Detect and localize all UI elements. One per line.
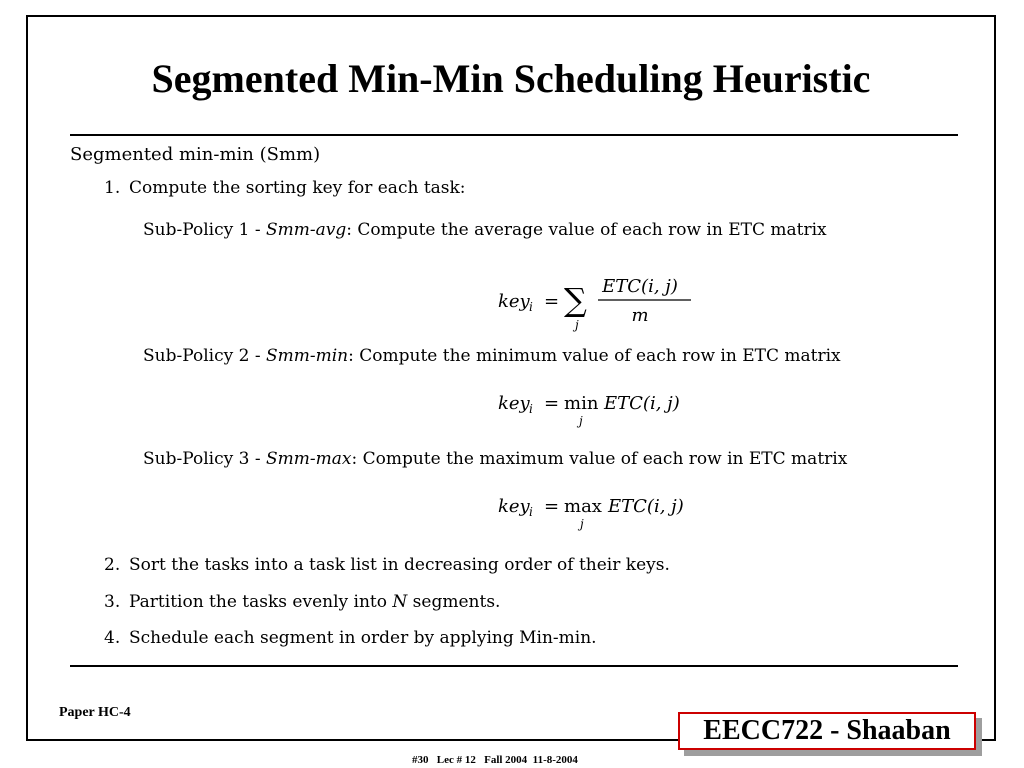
formula-avg [498,265,718,332]
formula-min-lhs: key [498,393,530,414]
step-3-number: 3. [104,592,121,612]
sub-policy-2 [143,345,841,367]
step-1-text: Compute the sorting key for each task: [129,178,466,198]
step-2-text: Sort the tasks into a task list in decreasing order of their keys. [129,555,670,575]
sub-policy-2-name: Smm-min [265,346,349,366]
step-4-text: Schedule each segment in order by applying Min-min. [129,628,597,648]
formula-max-op-sub: j [580,517,584,531]
course-brand-box: EECC722 - Shaaban [678,712,976,750]
formula-max-eq: = [544,496,560,517]
step-2-number: 2. [104,555,121,575]
bottom-rule [70,665,958,667]
sub-policy-1 [143,219,827,241]
step-1 [104,177,466,199]
formula-max-expr: ETC(i, j) [608,496,684,517]
sub-policy-1-text: : Compute the average value of each row in ETC matrix [346,220,827,240]
step-3-variable: N [392,592,408,612]
formula-max-sub: i [529,505,533,519]
step-3-text-after: segments. [407,592,501,612]
paper-label: Paper HC-4 [59,705,131,720]
formula-avg-sum-sub: j [575,318,579,332]
slide-frame [26,15,996,741]
formula-min-op-sub: j [579,414,583,428]
formula-avg-denominator: m [631,305,649,326]
formula-avg-numerator: ETC(i, j) [602,276,678,297]
sub-policy-2-prefix: Sub-Policy 2 - [143,346,266,366]
sub-policy-3 [143,448,847,470]
formula-min-sub: i [529,402,533,416]
section-heading: Segmented min-min (Smm) [70,144,321,165]
formula-avg-lhs: key [498,291,530,312]
sub-policy-1-prefix: Sub-Policy 1 - [143,220,266,240]
step-2 [104,554,670,576]
sub-policy-2-text: : Compute the minimum value of each row in ETC matrix [348,346,841,366]
step-3 [104,591,500,613]
formula-min [498,387,718,427]
formula-max [498,490,728,530]
formula-max-op: max [564,496,602,517]
step-3-text-before: Partition the tasks evenly into [129,592,393,612]
sub-policy-3-name: Smm-max [265,449,352,469]
step-4-number: 4. [104,628,121,648]
sub-policy-3-text: : Compute the maximum value of each row in ETC matrix [351,449,848,469]
step-1-number: 1. [104,178,121,198]
top-rule [70,134,958,136]
formula-min-eq: = [544,393,560,414]
slide-footer: #30 Lec # 12 Fall 2004 11-8-2004 [412,754,578,766]
slide-title: Segmented Min-Min Scheduling Heuristic [151,56,871,101]
formula-min-op: min [564,393,599,414]
sub-policy-3-prefix: Sub-Policy 3 - [143,449,266,469]
step-4 [104,627,597,649]
sub-policy-1-name: Smm-avg [265,220,347,240]
formula-min-expr: ETC(i, j) [604,393,680,414]
formula-avg-sub: i [529,300,533,314]
formula-max-lhs: key [498,496,530,517]
formula-avg-sum: ∑ [564,281,587,319]
formula-avg-eq: = [544,291,560,312]
